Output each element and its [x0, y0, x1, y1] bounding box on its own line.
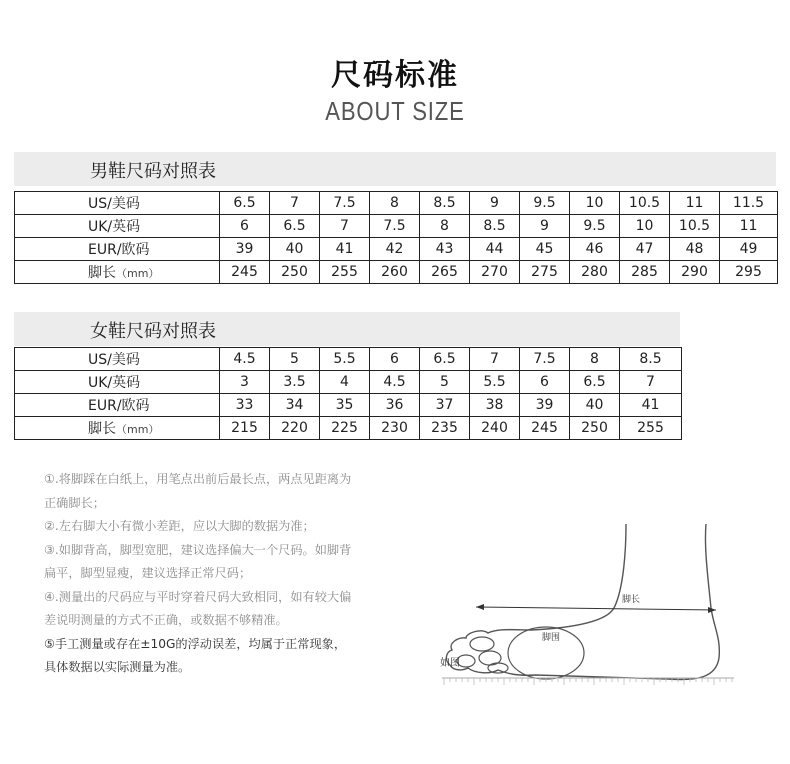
size-cell: 49	[720, 238, 778, 261]
men-table-header	[14, 152, 776, 186]
size-cell: 230	[370, 417, 420, 440]
size-cell: 215	[220, 417, 270, 440]
size-row	[15, 348, 682, 371]
row-label	[15, 215, 220, 238]
women-table-title: 女鞋尺码对照表	[90, 321, 216, 342]
size-cell: 41	[320, 238, 370, 261]
length-arrow	[476, 607, 716, 610]
size-row	[15, 238, 778, 261]
note-line: 扁平，脚型显瘦，建议选择正常尺码；	[44, 566, 252, 580]
men-size-table	[14, 191, 778, 284]
size-cell: 7	[320, 215, 370, 238]
row-label-text: UK/英码	[88, 375, 141, 391]
size-cell: 48	[670, 238, 720, 261]
size-cell: 38	[470, 394, 520, 417]
row-label-text: UK/英码	[88, 219, 141, 235]
size-cell: 3	[220, 371, 270, 394]
size-cell: 5	[420, 371, 470, 394]
row-label	[15, 348, 220, 371]
page-title: 尺码标准	[331, 58, 459, 93]
size-row	[15, 371, 682, 394]
size-cell: 39	[220, 238, 270, 261]
size-row	[15, 394, 682, 417]
size-cell: 245	[220, 261, 270, 284]
size-cell: 8.5	[620, 348, 682, 371]
row-label-text: EUR/欧码	[88, 398, 150, 414]
note-line: ②.左右脚大小有微小差距，应以大脚的数据为准；	[44, 519, 315, 533]
size-cell: 220	[270, 417, 320, 440]
size-cell: 43	[420, 238, 470, 261]
note-line: ③.如脚背高，脚型宽肥，建议选择偏大一个尺码。如脚背	[44, 542, 352, 557]
size-cell: 40	[570, 394, 620, 417]
size-cell: 46	[570, 238, 620, 261]
example-label: 如图	[440, 658, 460, 669]
size-cell: 250	[570, 417, 620, 440]
size-cell: 295	[720, 261, 778, 284]
unit-label: （mm）	[116, 267, 160, 280]
size-cell: 11	[670, 192, 720, 215]
size-cell: 42	[370, 238, 420, 261]
size-cell: 7.5	[320, 192, 370, 215]
size-cell: 36	[370, 394, 420, 417]
size-cell: 39	[520, 394, 570, 417]
size-cell: 10	[620, 215, 670, 238]
size-cell: 5.5	[470, 371, 520, 394]
size-cell: 8	[370, 192, 420, 215]
size-cell: 235	[420, 417, 470, 440]
size-cell: 8	[570, 348, 620, 371]
size-cell: 255	[320, 261, 370, 284]
note-line: 具体数据以实际测量为准。	[44, 660, 191, 674]
size-cell: 6	[520, 371, 570, 394]
foot-girth-label: 脚围	[542, 633, 561, 643]
size-row	[15, 215, 778, 238]
size-cell: 7	[470, 348, 520, 371]
size-cell: 8.5	[420, 192, 470, 215]
size-cell: 4.5	[220, 348, 270, 371]
size-row	[15, 417, 682, 440]
size-cell: 6.5	[570, 371, 620, 394]
size-cell: 4	[320, 371, 370, 394]
row-label	[15, 394, 220, 417]
size-row	[15, 192, 778, 215]
size-cell: 35	[320, 394, 370, 417]
size-cell: 8	[420, 215, 470, 238]
size-cell: 9	[470, 192, 520, 215]
women-table-header	[14, 312, 680, 346]
row-label-text: US/美码	[88, 352, 140, 368]
size-cell: 255	[620, 417, 682, 440]
unit-label: （mm）	[116, 423, 160, 436]
size-cell: 7.5	[370, 215, 420, 238]
size-cell: 280	[570, 261, 620, 284]
size-cell: 250	[270, 261, 320, 284]
size-cell: 8.5	[470, 215, 520, 238]
row-label	[15, 238, 220, 261]
size-cell: 45	[520, 238, 570, 261]
size-cell: 6	[220, 215, 270, 238]
size-cell: 11	[720, 215, 778, 238]
size-cell: 260	[370, 261, 420, 284]
size-cell: 290	[670, 261, 720, 284]
note-line: ④.测量出的尺码应与平时穿着尺码大致相同，如有较大偏	[44, 589, 352, 604]
foot-length-label: 脚长	[622, 595, 641, 605]
size-cell: 7.5	[520, 348, 570, 371]
row-label-text: US/美码	[88, 196, 140, 212]
note-line: 差说明测量的方式不正确，或数据不够精准。	[44, 613, 288, 627]
row-label-text: 脚长	[88, 265, 116, 281]
row-label	[15, 371, 220, 394]
size-cell: 5	[270, 348, 320, 371]
size-cell: 275	[520, 261, 570, 284]
size-cell: 44	[470, 238, 520, 261]
size-cell: 7	[620, 371, 682, 394]
size-cell: 4.5	[370, 371, 420, 394]
size-cell: 265	[420, 261, 470, 284]
size-cell: 3.5	[270, 371, 320, 394]
size-row	[15, 261, 778, 284]
size-cell: 9	[520, 215, 570, 238]
size-cell: 10.5	[670, 215, 720, 238]
row-label-text: 脚长	[88, 421, 116, 437]
size-cell: 270	[470, 261, 520, 284]
row-label-text: EUR/欧码	[88, 242, 150, 258]
note-line: ⑤手工测量或存在±10G的浮动误差，均属于正常现象，	[44, 636, 347, 651]
size-cell: 10.5	[620, 192, 670, 215]
row-label	[15, 417, 220, 440]
size-cell: 34	[270, 394, 320, 417]
size-cell: 225	[320, 417, 370, 440]
measurement-notes	[44, 468, 394, 680]
size-cell: 6	[370, 348, 420, 371]
size-cell: 240	[470, 417, 520, 440]
size-cell: 6.5	[220, 192, 270, 215]
row-label	[15, 261, 220, 284]
men-table-title: 男鞋尺码对照表	[90, 161, 216, 182]
size-cell: 11.5	[720, 192, 778, 215]
foot-measurement-diagram	[436, 518, 736, 693]
note-line: ①.将脚踩在白纸上，用笔点出前后最长点，两点见距离为	[44, 472, 352, 486]
note-line: 正确脚长；	[44, 495, 105, 510]
size-cell: 9.5	[570, 215, 620, 238]
foot-outline	[446, 524, 719, 680]
size-cell: 245	[520, 417, 570, 440]
size-cell: 6.5	[270, 215, 320, 238]
size-cell: 5.5	[320, 348, 370, 371]
size-cell: 47	[620, 238, 670, 261]
size-cell: 40	[270, 238, 320, 261]
size-cell: 7	[270, 192, 320, 215]
size-cell: 285	[620, 261, 670, 284]
page-subtitle: ABOUT SIZE	[325, 96, 465, 126]
size-cell: 9.5	[520, 192, 570, 215]
size-cell: 41	[620, 394, 682, 417]
row-label	[15, 192, 220, 215]
size-cell: 37	[420, 394, 470, 417]
women-size-table	[14, 347, 682, 440]
size-cell: 33	[220, 394, 270, 417]
size-cell: 10	[570, 192, 620, 215]
size-cell: 6.5	[420, 348, 470, 371]
